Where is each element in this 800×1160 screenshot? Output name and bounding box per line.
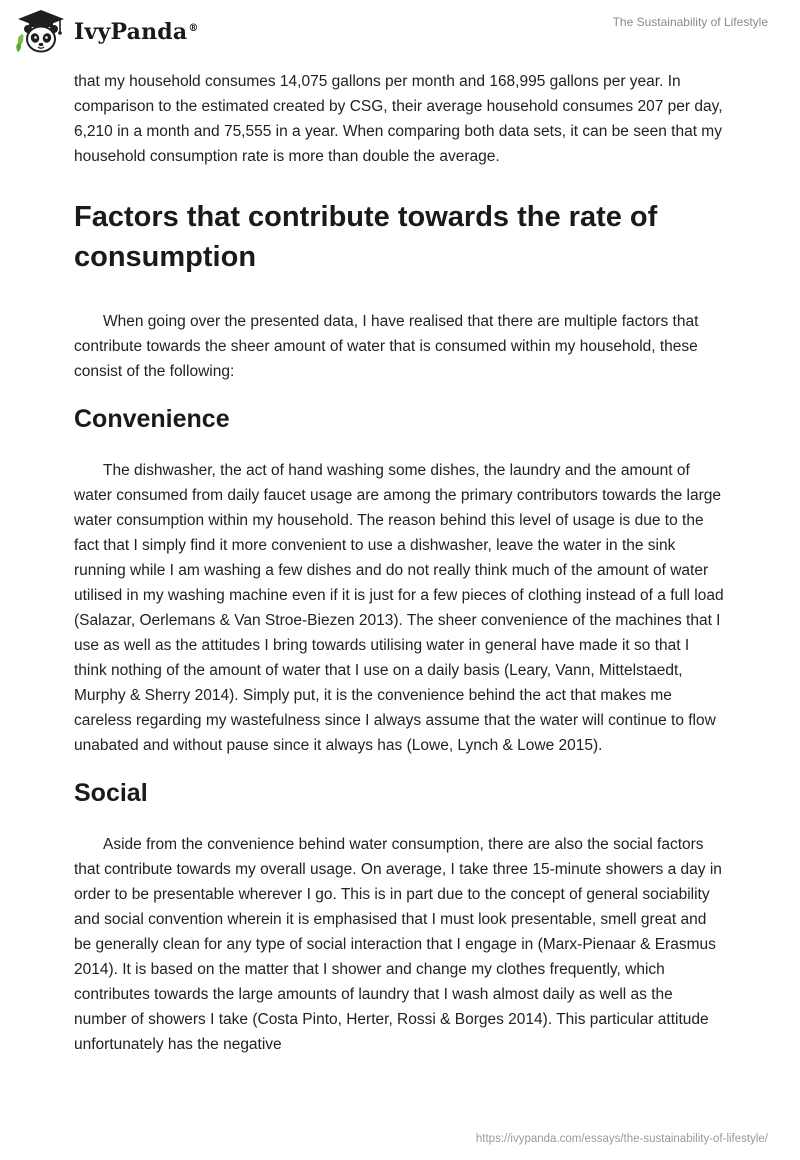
intro-paragraph: that my household consumes 14,075 gallons per month and 168,995 gallons per year. In comparison to the estimated created by CSG, their average household consumes 207 per day, 6,210 in a month and 75,555 in a year. When comparing both data sets, it can be seen that my household consumption rate is more than double the average. [74,73,723,165]
section-paragraph: When going over the presented data, I have realised that there are multiple factors that contribute towards the sheer amount of water that is consumed within my household, these consist of the following: [74,313,699,380]
social-heading: Social [74,779,148,807]
registered-mark: ® [188,22,199,34]
convenience-heading: Convenience [74,405,230,433]
social-paragraph: Aside from the convenience behind water consumption, there are also the social factors that contribute towards my overall usage. On average, I take three 15-minute showers a day in order to be presentable wherever I go. This is in part due to the concept of general sociability and social convention wherein it is emphasised that I must look presentable, smell great and be generally clean for any type of social interaction that I engage in (Marx-Pienaar & Erasmus 2014). It is based on the matter that I shower and change my clothes frequently, which contributes towards the large amounts of laundry that I wash almost daily as well as the number of showers I take (Costa Pinto, Herter, Rossi & Borges 2014). This particular attitude unfortunately has the negative [74,836,722,1053]
document-title: The Sustainability of Lifestyle [612,15,768,29]
page-header [0,0,800,64]
essay-content [74,69,724,1057]
source-url[interactable]: https://ivypanda.com/essays/the-sustainability-of-lifestyle/ [475,1133,768,1145]
brand-name: IvyPanda® [74,19,199,45]
panda-graduate-icon [14,8,68,56]
section-heading: Factors that contribute towards the rate of consumption [74,201,658,273]
convenience-paragraph: The dishwasher, the act of hand washing some dishes, the laundry and the amount of water consumed from daily faucet usage are among the primary contributors towards the large water consumption within my household. The reason behind this level of usage is due to the fact that I simply find it more convenient to use a dishwasher, leave the water in the sink running while I am washing a few dishes and do not really think much of the amount of water utilised in my washing machine even if it is just for a few pieces of clothing instead of a full load (Salazar, Oerlemans & Van Stroe-Biezen 2013). The sheer convenience of the machines that I use as well as the attitudes I bring towards utilising water in general have made it so that I think nothing of the amount of water that I use on a daily basis (Leary, Vann, Mittelstaedt, Murphy & Sherry 2014). Simply put, it is the convenience behind the act that makes me careless regarding my wastefulness since I always assume that the water will continue to flow unabated and without pause since it always has (Lowe, Lynch & Lowe 2015). [74,462,724,754]
ivypanda-logo[interactable] [14,8,199,56]
